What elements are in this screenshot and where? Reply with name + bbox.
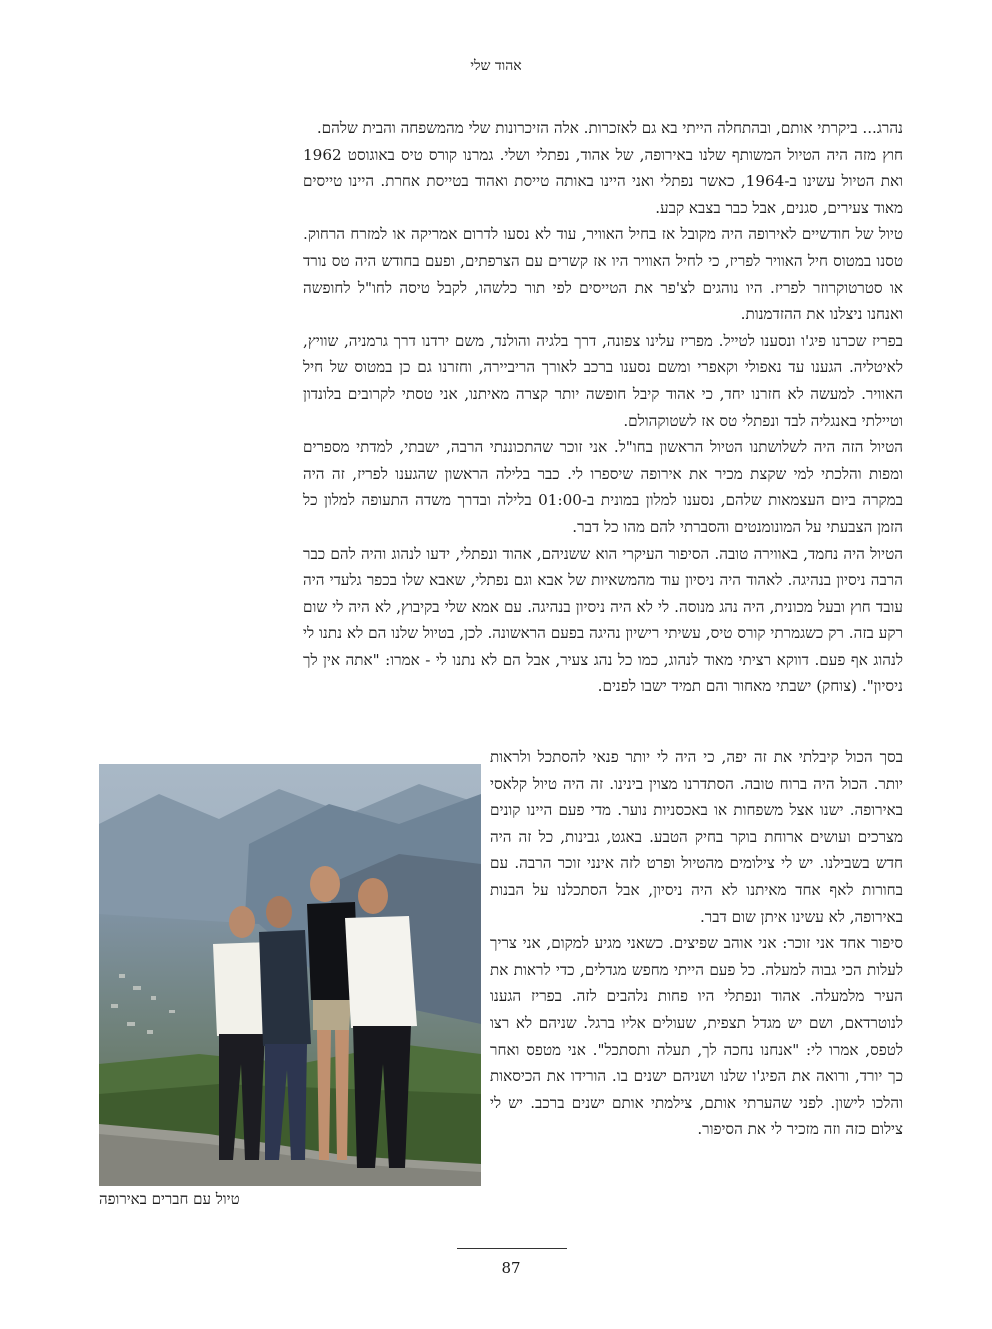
paragraph: בפריז שכרנו פיג'ו ונסענו לטייל. מפריז עלינו צפונה, דרך בלגיה והולנד, משם ירדנו דרך גרמניה, שוויץ, לאיטליה. הגענו עד נאפולי וקאפרי ומשם נסענו ברכב לאורך הריביירה, וחזרנו גם כן במטוס של חיל האוויר. למעשה לא חזרנו יחד, כי אהוד קיבל חופשה יותר קצרה מאיתנו, אני טסתי לקרובים בלונדון וטיילתי באנגליה לבד ונפתלי טס אז לשטוקהולם. bbox=[303, 331, 903, 430]
photo-illustration bbox=[99, 764, 481, 1186]
paragraph: חוץ מזה היה הטיול המשותף שלנו באירופה, של אהוד, נפתלי ושלי. גמרנו קורס טיס באוגוסט 1962 ואת הטיול עשינו ב-1964, כאשר נפתלי ואני היינו באותה טייסת ואהוד בטייסת אחרת. היינו טייסים מאוד צעירים, סגנים, אבל כבר בצבא קבע. bbox=[303, 145, 903, 217]
paragraph: נהרג... ביקרתי אותם, ובהתחלה הייתי בא גם לאזכרות. אלה הזיכרונות שלי מהמשפחה והבית שלהם. bbox=[316, 119, 903, 137]
photo-caption: טיול עם חברים באירופה bbox=[99, 1190, 240, 1208]
side-text-block bbox=[490, 744, 903, 1143]
group-photo bbox=[99, 764, 481, 1186]
paragraph: הטיול היה נחמד, באווירה טובה. הסיפור העיקרי הוא ששניהם, אהוד ונפתלי, ידעו לנהוג והיה להם כבר הרבה ניסיון בנהיגה. לאהוד היה ניסיון עוד מהמשאיות של אבא וגם נפתלי, שאבא שלו בכפר גלעדי היה עובד חוץ ובעל מכונית, היה נהג מנוסה. לי לא היה ניסיון בנהיגה. עם אמא שלי בקיבוץ, לא היה לי שום רקע בזה. רק כשגמרתי קורס טיס, עשיתי רישיון נהיגה בפעם הראשונה. לכן, בטיול שלנו הם לא נתנו לי לנהוג אף פעם. דווקא רציתי מאוד לנהוג, כמו כל נהג צעיר, אבל הם לא נתנו לי - אמרו: "אתה אין לך ניסיון". (צוחק) ישבתי מאחור והם תמיד ישבו לפנים. bbox=[303, 544, 903, 696]
page-number: 87 bbox=[501, 1259, 521, 1277]
paragraph: בסך הכול קיבלתי את זה יפה, כי היה לי יותר פנאי להסתכל ולראות יותר. הכול היה ברוח טובה. הסתדרנו מצוין בינינו. זה היה טיול קלאסי באירופה. ישנו אצל משפחות או באכסניות נוער. מדי פעם היינו קונים מצרכים ועושים ארוחת בוקר בחיק הטבע. באגט, גבינות, כל זה היה חדש בשבילנו. יש לי צילומים מהטיול ופרט לזה אינני זוכר הרבה. עם בחורות לאף אחד מאיתנו לא היה ניסיון, אבל הסתכלנו על הבנות באירופה, לא עשינו איתן שום דבר. bbox=[490, 748, 903, 926]
paragraph: הטיול הזה היה לשלושתנו הטיול הראשון בחו"ל. אני זוכר שהתכוננתי הרבה, ישבתי, למדתי מספרים ומפות והלכתי למי שקצת מכיר את אירופה שיספרו לי. כבר בלילה הראשון שהגענו לפריז, זה היה במקרה ביום העצמאות שלהם, נסענו למלון במונית ב-01:00 בלילה ובדרך משדה התעופה למלון כל הזמן הצבעתי על המונומנטים והסברתי להם מהו כל דבר. bbox=[303, 438, 903, 536]
paragraph: טיול של חודשיים לאירופה היה מקובל אז בחיל האוויר, עוד לא נסעו לדרום אמריקה או למזרח הרחוק. טסנו במטוס חיל האוויר לפריז, כי לחיל האוויר היו אז קשרים עם הצרפתים, ופעם בחודש היה טס נורד או סטרטוקרוזר לפריז. היו נוהגים לצ'פר את הטייסים לפי תור כלשהו, לקבל טיסה לחו"ל לחופשה ואנחנו ניצלנו את ההזדמנות. bbox=[303, 225, 903, 324]
paragraph: סיפור אחד אני זוכר: אני אוהב שפיצים. כשאני מגיע למקום, אני צריך לעלות הכי גבוה למעלה. כל פעם הייתי מחפש מגדלים, כדי לראות את העיר מלמעלה. אהוד ונפתלי היו פחות נלהבים לזה. בפריז הגענו לנוטרדאם, ושם יש מגדל תצפית, שעולים אליו ברגל. שניהם לא רצו לטפס, אמרו לי: "אנחנו נחכה לך, תעלה ותסתכל". אני מטפס ואחר כך יורד, ורואה את הפיג'ו שלנו ושניהם ישנים בו. הורידו את הכיסאות והלכו לישון. לפני שהערתי אותם, צילמתי אותם ישנים ברכב. יש לי צילום כזה וזה מזכיר לי את הסיפור. bbox=[490, 934, 903, 1139]
footer-divider bbox=[457, 1248, 567, 1249]
main-text-block bbox=[303, 115, 903, 700]
running-header: אהוד שלי bbox=[470, 58, 522, 74]
